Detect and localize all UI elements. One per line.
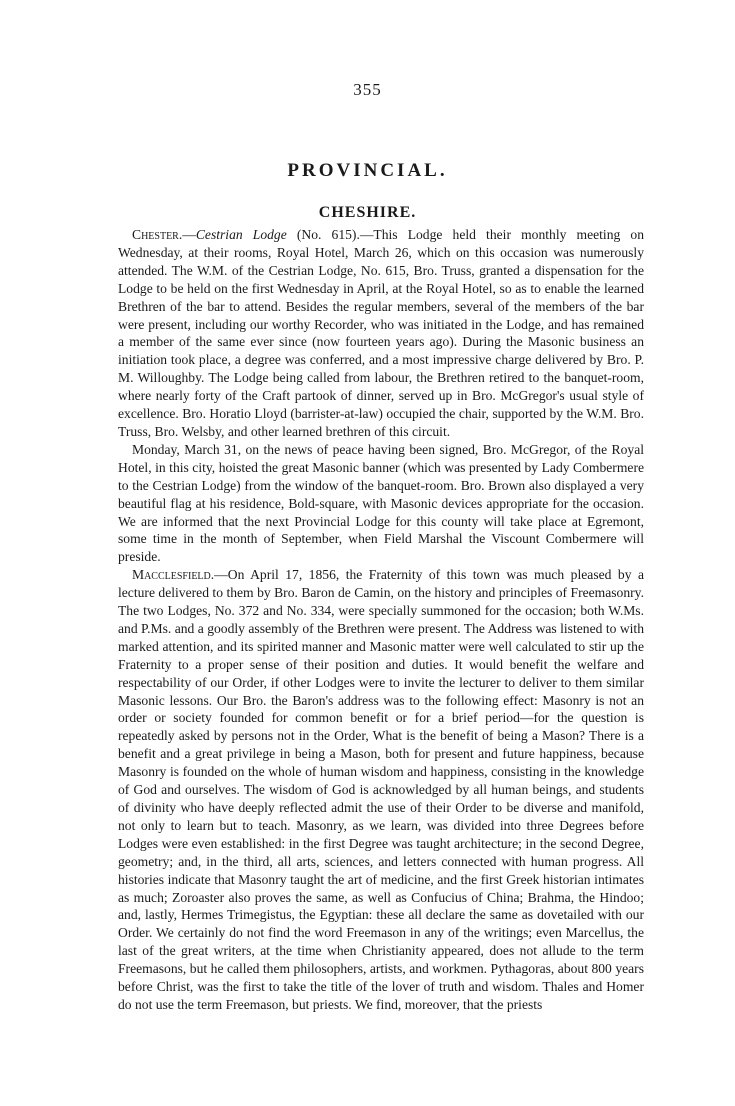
article-body — [118, 226, 644, 1014]
paragraph-text: On April 17, 1856, the Fraternity of this town was much pleased by a lecture delivered to them by Bro. Baron de Camin, on the history and principles of Freemasonry. The two Lodges, No. 372 and No. 334, were specially summoned for the occasion; both W.Ms. and P.Ms. and a goodly assembly of the Brethren were present. The Address was listened to with marked attention, and its spirited manner and Masonic matter were well calculated to stir up the Fraternity to a proper sense of their position and duties. It would benefit the welfare and respectability of our Order, if other Lodges were to invite the lecturer to deliver to them similar Masonic lessons. Our Bro. the Baron's address was to the following effect: Masonry is not an order or society founded for common benefit or for a brief period—for the question is repeatedly asked by persons not in the Order, What is the benefit of being a Mason? There is a benefit and a great privilege in being a Mason, both for present and future happiness, because Masonry is founded on the whole of human wisdom and happiness, consisting in the knowledge of God and ourselves. The wisdom of God is acknowledged by all human beings, and students of divinity who have deeply reflected admit the use of their Order to be diverse and manifold, not only to learn but to teach. Masonry, as we learn, was divided into three Degrees before Lodges were even established: in the first Degree was taught architecture; in the second Degree, geometry; and, in the third, all arts, sciences, and letters connected with human progress. All histories indicate that Masonry taught the art of medicine, and the first Greek historian intimates as much; Zoroaster also proves the same, as well as Confucius of China; Brahma, the Hindoo; and, lastly, Hermes Trimegistus, the Egyptian: these all declare the same as dovetailed with our Order. We certainly do not find the word Freemason in any of the writings; even Marcellus, the last of the great writers, at the time when Christianity appeared, does not allude to the term Freemasons, but he called them philosophers, artists, and workmen. Pythagoras, about 800 years before Christ, was the first to take the title of the lover of truth and wisdom. Thales and Homer do not use the term Freemason, but priests. We find, moreover, that the priests — [118, 567, 644, 1012]
subsection-title: CHESHIRE. — [318, 204, 417, 221]
page-number: 355 — [353, 80, 382, 99]
paragraph-macclesfield — [118, 566, 644, 1014]
paragraph-dash: — — [182, 227, 196, 242]
paragraph-chester — [118, 226, 644, 441]
lodge-name: Cestrian Lodge — [195, 227, 287, 242]
section-title: PROVINCIAL. — [287, 160, 448, 181]
paragraph-lead-macclesfield: Macclesfield. — [132, 567, 215, 583]
paragraph-dash: — — [214, 567, 228, 583]
paragraph-text: Monday, March 31, on the news of peace having been signed, Bro. McGregor, of the Royal Hotel, in this city, hoisted the great Masonic banner (which was presented by Lady Combermere to the Cestrian Lodge) from the window of the banquet-room. Bro. Brown also displayed a very beautiful flag at his residence, Bold-square, with Masonic devices appropriate for the occasion. We are informed that the next Provincial Lodge for this county will take place at Egremont, some time in the month of September, when Field Marshal the Viscount Combermere will preside. — [118, 441, 644, 565]
paragraph-lead-chester: Chester. — [132, 227, 183, 242]
paragraph-text: (No. 615).—This Lodge held their monthly meeting on Wednesday, at their rooms, Royal Hotel, March 26, which on this occasion was numerously attended. The W.M. of the Cestrian Lodge, No. 615, Bro. Truss, granted a dispensation for the Lodge to be held on the first Wednesday in April, at the Royal Hotel, so as to enable the learned Brethren of the bar to attend. Besides the regular members, several of the members of the bar were present, including our worthy Recorder, who was initiated in the Lodge, and has remained a member of the same ever since (now fourteen years ago). During the Masonic business an initiation took place, a degree was conferred, and a most impressive charge delivered by Bro. P. M. Willoughby. The Lodge being called from labour, the Brethren retired to the banquet-room, where nearly forty of the Craft partook of dinner, served up in Bro. McGregor's usual style of excellence. Bro. Horatio Lloyd (barrister-at-law) occupied the chair, supported by the W.M. Bro. Truss, Bro. Welsby, and other learned brethren of this circuit. — [118, 227, 644, 439]
paragraph-monday — [118, 441, 644, 566]
